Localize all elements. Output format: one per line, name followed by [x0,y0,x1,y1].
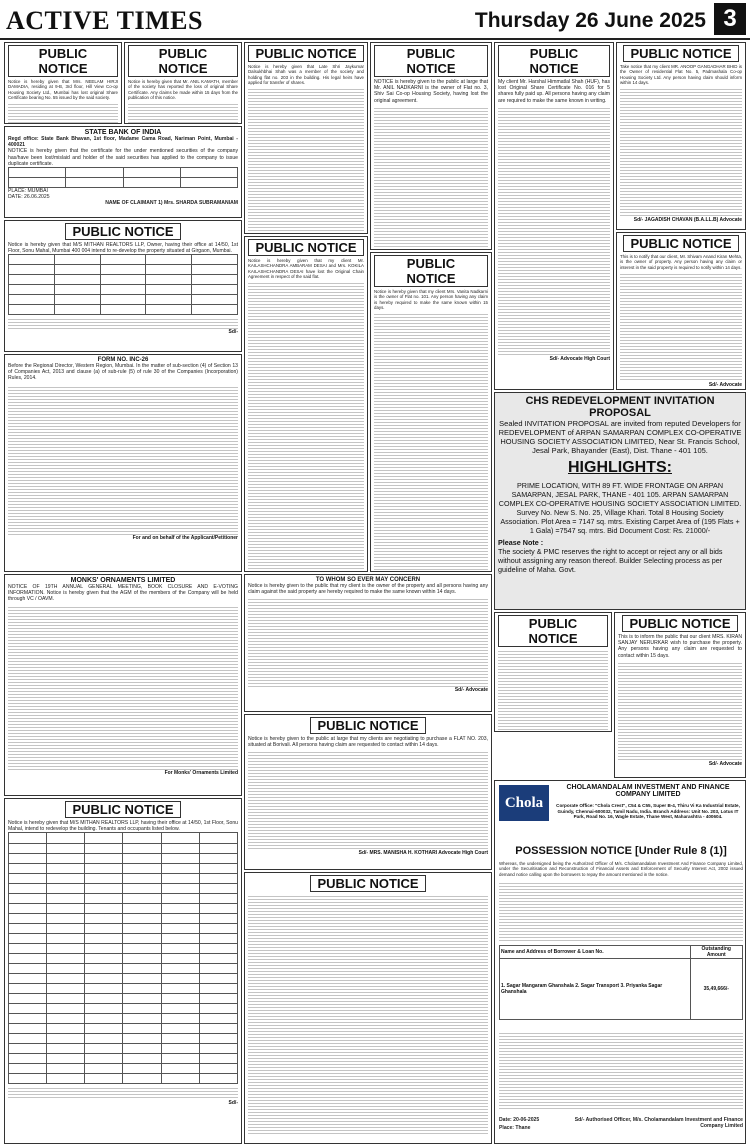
sbi-claimant: NAME OF CLAIMANT 1) Mrs. SHARDA SUBRAMANIAM [105,200,238,207]
sbi-notice [4,126,242,218]
notice-heading: PUBLIC NOTICE [248,45,363,62]
form-inc-26 [4,354,242,572]
borrower-name: 1. Sagar Mangaram Ghanshala 2. Sagar Transport 3. Priyanka Sagar Ghanshala [500,959,691,1020]
notice-body: Notice is hereby given that Mr. ANIL KAMATH, member of the society has reported the loss of original Share Certificate. Any claims be made within 15 days from the publication of this notice. [128,79,238,100]
public-notice-bottom-middle [244,872,492,1144]
notice-heading: PUBLIC NOTICE [65,801,180,818]
notice-body: Notice is hereby given that my client Mr. KAILASHCHANDRA AMBARAM DESAI and Mrs. KOKILA KAILASHCHANDRA DESAI have lost the Original Chain Agreement in respect of the said flat. [248,258,364,279]
newspaper-name: ACTIVE TIMES [6,6,203,35]
notice-heading: PUBLIC NOTICE [498,45,610,77]
notice-heading: PUBLIC NOTICE [310,717,425,734]
issue-date: Thursday 26 June 2025 [474,9,706,32]
notice-body: Take notice that my client MR. ANOOP GANGADHAR BHID is the Owner of residential Flat No. 5, Padmashala Co-op Housing Society Ltd. Any person having claim should inform within 14 days. [620,64,742,85]
securities-table [8,167,238,188]
chs-redevelopment-proposal [494,392,746,610]
outstanding-amount: 35,49,666/- [690,959,742,1020]
notice-heading: PUBLIC NOTICE [128,45,238,77]
chola-date: Date: 20-06-2025 [499,1117,540,1123]
chola-company-name: CHOLAMANDALAM INVESTMENT AND FINANCE COMPANY LIMITED [566,784,730,798]
notice-body: This is to inform the public that our client MRS. KIRAN SANJAY NERURKAR wish to purchase the property. Any persons having any claim are requested to contact within 15 days. [618,634,742,659]
tenants-table [8,254,238,315]
notice-body: My client Mr. Harshal Himmatlal Shah (HUF), has lost Original Share Certificate No. 016 for 5 shares fully paid up. All persons having any claim are required to make the same known in writing. [498,79,610,104]
notice-heading: PUBLIC NOTICE [623,45,738,62]
to-whom-body: Notice is hereby given to the public that my client is the owner of the property and all persons having any claim against the said property are hereby required to make the same known within 14 days. [248,583,488,596]
sbi-title: STATE BANK OF INDIA [84,129,162,136]
notice-heading: PUBLIC NOTICE [622,615,737,632]
public-notice-1 [4,42,122,124]
notice-body: Notice is hereby given that Mrs. NEELAM HIRJI DAMADIA, residing at 9-B, 3rd floor, Hill View Co-op Housing Society Ltd., Mumbai has lost original Share Certificate bearing No. 55 issued by the said society. [8,79,118,100]
amount-col-header: Outstanding Amount [690,946,742,959]
form-title: FORM NO. INC-26 [97,357,149,363]
possession-notice-body: Whereas, the undersigned being the Authorized Officer of M/s. Cholamandalam Investment And Finance Company Limited, under the Securitisation and Reconstruction of Financial Assets and Enforcement of Security Interest Act, 2002 issued demand notice calling upon the borrowers to repay the amount mentioned in the notice. [499,861,743,877]
chs-highlights: HIGHLIGHTS: [568,459,672,476]
sbi-body: NOTICE is hereby given that the certificate for the under mentioned securities of the company has/have been lost/mislaid and holder of the said securities has applied to the company to issue duplicate certificate. [8,148,238,167]
notice-signature [248,571,364,572]
notice-body: Notice is hereby given that M/S MITHAN REALTORS LLP, Owner, having their office at 14/50, 1st Floor, Sonu Mahal, Mumbai 400 004 intend to re-develop the property situated at Girgaon, Mumbai. [8,242,238,255]
notice-heading: PUBLIC NOTICE [623,235,738,252]
tenants-table [8,832,238,1084]
notice-heading: PUBLIC NOTICE [374,45,488,77]
chs-note: The society & PMC reserves the right to accept or reject any or all bids without assigning any reason thereof. Builder Selecting process as per guideline of Maha. Govt. [498,547,723,574]
borrower-table [499,945,743,1020]
notice-signature: Sd/- [228,1100,238,1107]
public-notice-7 [616,42,746,230]
to-whom-title: TO WHOM SO EVER MAY CONCERN [315,577,421,583]
notice-heading: PUBLIC NOTICE [498,615,608,647]
notice-body: Notice is hereby given to the public at large that my clients are negotiating to purchase a FLAT NO. 203, situated at Borivali. All persons having claim are requested to contact within 14 days. [248,736,488,749]
monks-body: NOTICE OF 19TH ANNUAL GENERAL MEETING, BOOK CLOSURE AND E-VOTING INFORMATION. Notice is hereby given that the AGM of the members of the Company will be held through VC / OAVM. [8,584,238,603]
public-notice-4 [244,42,368,234]
possession-notice-title: POSSESSION NOTICE [Under Rule 8 (1)] [515,845,727,857]
masthead [0,0,750,40]
public-notice-mithan-2 [4,798,242,1144]
notice-heading: PUBLIC NOTICE [8,45,118,77]
chola-possession-notice [494,780,746,1144]
notice-body: Notice is hereby given that Late Shri Jaykumar Dalsukhbhai Shah was a member of the society and holding flat no. 203 in the building. His legal heirs have applied for transfer of shares. [248,64,364,85]
chola-place: Place: Thane [499,1125,531,1131]
notice-signature: Sd/- Advocate [708,381,742,388]
notice-signature: Sd/- [228,329,238,336]
sbi-date: DATE: 26.06.2025 [8,194,50,201]
sbi-address: Regd office: State Bank Bhavan, 1st floor, Madame Cama Road, Nariman Point, Mumbai - 400021 [8,136,238,149]
to-whom-signature: Sd/- Advocate [454,687,488,694]
monks-signature: For Monks' Ornaments Limited [164,769,238,776]
notice-heading: PUBLIC NOTICE [248,239,363,256]
to-whom-notice [244,574,492,712]
notice-heading: PUBLIC NOTICE [310,875,425,892]
monks-ornaments-notice [4,574,242,796]
notice-signature: Sd/- JAGADISH CHAVAN (B.A.LL.B) Advocate [633,217,742,224]
public-notice-2 [124,42,242,124]
notice-signature: Sd/- MRS. MANISHA H. KOTHARI Advocate High Court [358,850,488,857]
notice-signature: Sd/- Advocate High Court [549,355,610,362]
chs-please-note: Please Note : [498,538,544,547]
borrower-col-header: Name and Address of Borrower & Loan No. [500,946,691,959]
chola-logo: Chola [499,785,549,821]
public-notice-9 [244,236,368,572]
public-notice-mithan-1 [4,220,242,352]
chs-body: PRIME LOCATION, WITH 89 FT. WIDE FRONTAGE ON ARPAN SAMARPAN, JESAL PARK, THANE - 401 105. ARPAN SAMARPAN COMPLEX CO-OPERATIVE HOUSING SOCIETY ASSOCIATION LIMITED. Survey No. New S. No. 25, Village Khari. Total 8 Housing Society Association. Plot Area = 7147 sq. mtrs. Existing Carpet Area of (195 Flats + 1 Gala) =7547 sq. mtrs. Bid Document Cost: Rs. 21000/- [498,481,742,535]
public-notice-11 [614,612,746,778]
public-notice-6 [494,42,614,390]
notice-heading: PUBLIC NOTICE [374,255,488,287]
public-notice-11-left [494,612,612,732]
notice-body: This is to notify that our client, Mr. Shivam Anand Kiran Mehta, is the owner of property. Any person having any claim or interest in the said property is required to notify within 14 days. [620,254,742,270]
public-notice-5 [370,42,492,250]
form-signature: For and on behalf of the Applicant/Petitioner [132,534,238,541]
public-notice-10 [370,252,492,572]
form-body: Before the Regional Director, Western Region, Mumbai. In the matter of sub-section (4) of Section 13 of Companies Act, 2013 and clause (a) of sub-rule (5) of rule 30 of the Companies (Incorporation) Rules, 2014. [8,363,238,382]
notice-body: Notice is hereby given that M/S MITHAN REALTORS LLP, having their office at 14/50, 1st Floor, Sonu Mahal, intend to redevelop the building. Tenants and occupants listed below. [8,820,238,833]
chs-subtitle: Sealed INVITATION PROPOSAL are invited from reputed Developers for REDEVELOPMENT of ARPAN SAMARPAN COMPLEX CO-OPERATIVE HOUSING SOCIETY ASSOCIATION LIMITED, Near St. Francis School, Jesal Park, Bhayander (East), Dist. Thane - 401 105. [498,419,742,455]
notice-body: NOTICE is hereby given to the public at large that Mr. ANIL NADKARNI is the owner of Flat no. 3, Shiv Sai Co-op Housing Society, having lost the original agreement. [374,79,488,104]
chola-signature: Sd/- Authorised Officer, M/s. Cholamandalam Investment and Finance Company Limited [574,1117,743,1130]
public-notice-12 [244,714,492,870]
monks-title: MONKS' ORNAMENTS LIMITED [70,577,176,584]
public-notice-8 [616,232,746,390]
chs-title: CHS REDEVELOPMENT INVITATION PROPOSAL [525,395,715,419]
page-number: 3 [714,3,746,35]
notice-body: Notice is hereby given that my client Mrs. Vanita Nadkarni is the owner of Flat no. 101. Any person having any claim is hereby required to make the same known within 15 days. [374,289,488,310]
notice-signature: Sd/- Advocate [708,760,742,767]
chola-address: Corporate Office: "Chola Crest", C54 & C55, Super B-4, Thiru Vi Ka Industrial Estate, Guindy, Chennai-600032, Tamil Nadu, India. Branch Address: Unit No. 203, Lotus IT Park, Road No. 16, Wagle Estate, Thane West, Maharashtra - 400604. [556,803,740,820]
sbi-place: PLACE: MUMBAI [8,188,48,195]
notice-heading: PUBLIC NOTICE [65,223,180,240]
